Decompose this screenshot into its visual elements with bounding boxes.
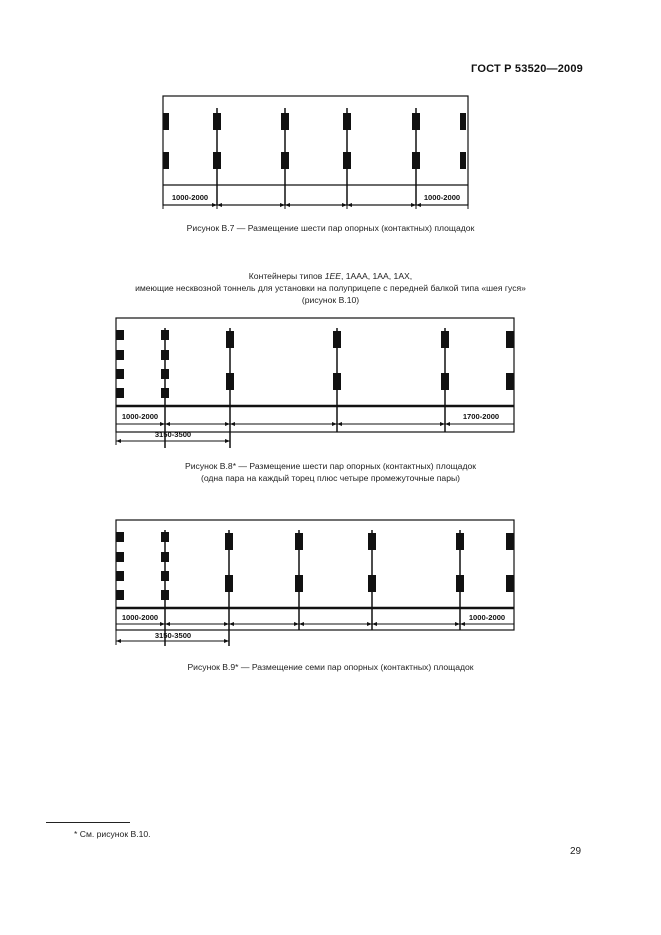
- footnote-divider: [46, 822, 130, 823]
- contact-pad: [213, 113, 221, 130]
- contact-pad: [116, 590, 124, 600]
- contact-pad: [281, 152, 289, 169]
- contact-pad: [161, 350, 169, 360]
- intro-line1-suffix: , 1AAA, 1AA, 1AX,: [341, 271, 413, 281]
- contact-pad: [333, 373, 341, 390]
- figure-b7-caption: Рисунок В.7 — Размещение шести пар опорных (контактных) площадок: [186, 223, 475, 233]
- contact-pad: [161, 552, 169, 562]
- intro-line1-prefix: Контейнеры типов: [248, 271, 325, 281]
- dimension-label: 1000-2000: [171, 193, 209, 202]
- contact-pad: [161, 369, 169, 379]
- contact-pad: [161, 388, 169, 398]
- contact-pad: [116, 330, 124, 340]
- contact-pad: [441, 373, 449, 390]
- intro-line1-italic: 1EE: [324, 271, 341, 281]
- contact-pad: [225, 533, 233, 550]
- contact-pad: [116, 552, 124, 562]
- contact-pad: [161, 532, 169, 542]
- contact-pad: [343, 113, 351, 130]
- contact-pad: [456, 575, 464, 592]
- standard-header: ГОСТ Р 53520—2009: [471, 63, 583, 75]
- contact-pad: [116, 388, 124, 398]
- dimension-label: 1700-2000: [462, 412, 500, 421]
- container-outline: [116, 520, 514, 630]
- contact-pad: [225, 575, 233, 592]
- figure-b8-caption-line2: (одна пара на каждый торец плюс четыре промежуточные пары): [200, 473, 461, 483]
- container-outline: [163, 96, 468, 205]
- contact-pad: [506, 373, 514, 390]
- intro-line2: имеющие несквозной тоннель для установки на полуприцепе с передней балкой типа «шея гуся»: [135, 283, 526, 293]
- contact-pad: [333, 331, 341, 348]
- contact-pad: [116, 369, 124, 379]
- dimension-label: 1000-2000: [121, 613, 159, 622]
- contact-pad: [281, 113, 289, 130]
- contact-pad: [161, 330, 169, 340]
- figure-b8-caption-line1: Рисунок В.8* — Размещение шести пар опорных (контактных) площадок: [185, 461, 476, 471]
- dimension-label: 1000-2000: [121, 412, 159, 421]
- contact-pad: [412, 113, 420, 130]
- figure-b9-caption: Рисунок В.9* — Размещение семи пар опорных (контактных) площадок: [187, 662, 474, 672]
- contact-pad: [343, 152, 351, 169]
- contact-pad: [506, 575, 514, 592]
- contact-pad: [226, 373, 234, 390]
- contact-pad: [116, 532, 124, 542]
- page-number: 29: [570, 846, 582, 857]
- contact-pad: [506, 331, 514, 348]
- contact-pad: [213, 152, 221, 169]
- contact-pad: [163, 113, 169, 130]
- contact-pad: [368, 575, 376, 592]
- figure-b8-diagram: [0, 310, 661, 450]
- container-outline: [116, 318, 514, 432]
- contact-pad: [460, 152, 466, 169]
- contact-pad: [161, 571, 169, 581]
- footnote: * См. рисунок В.10.: [74, 829, 151, 839]
- dimension-label: 1000-2000: [468, 613, 506, 622]
- dimension-label: 3150-3500: [154, 631, 192, 640]
- contact-pad: [412, 152, 420, 169]
- section-intro: [0, 270, 661, 306]
- contact-pad: [441, 331, 449, 348]
- intro-line3: (рисунок В.10): [301, 295, 360, 305]
- contact-pad: [163, 152, 169, 169]
- figure-b7-diagram: [0, 0, 661, 220]
- dimension-label: 3150-3500: [154, 430, 192, 439]
- contact-pad: [506, 533, 514, 550]
- contact-pad: [460, 113, 466, 130]
- contact-pad: [456, 533, 464, 550]
- contact-pad: [116, 571, 124, 581]
- contact-pad: [368, 533, 376, 550]
- contact-pad: [295, 575, 303, 592]
- contact-pad: [116, 350, 124, 360]
- dimension-label: 1000-2000: [423, 193, 461, 202]
- figure-b9-diagram: [0, 510, 661, 650]
- contact-pad: [226, 331, 234, 348]
- contact-pad: [295, 533, 303, 550]
- contact-pad: [161, 590, 169, 600]
- figure-b8-caption: [0, 460, 661, 484]
